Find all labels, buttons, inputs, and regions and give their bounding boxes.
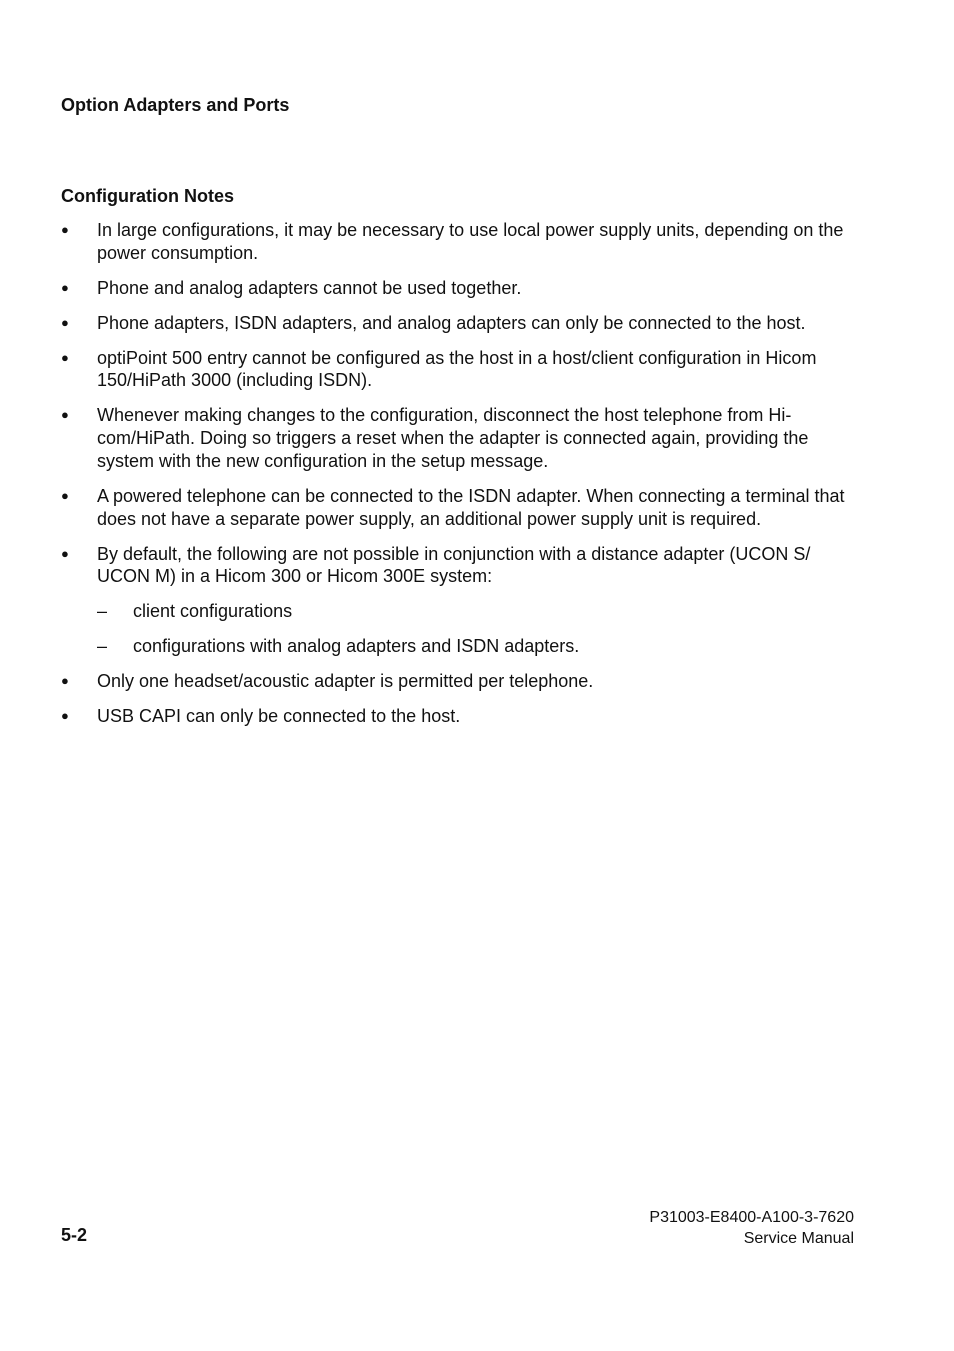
bullet-icon: ● (61, 314, 69, 330)
list-item (61, 404, 861, 472)
document-info (649, 1207, 854, 1249)
note-text: Whenever making changes to the configuration, disconnect the host telephone from Hi-com/HiPath. Doing so triggers a reset when the adapter is connected again, providing the system with the new configuration in the setup message. (97, 405, 809, 471)
sub-item-text: client configurations (133, 601, 293, 622)
bullet-icon: ● (61, 487, 69, 503)
note-text: Phone adapters, ISDN adapters, and analog adapters can only be connected to the host. (97, 312, 806, 333)
list-item (61, 277, 861, 300)
bullet-icon: ● (61, 673, 69, 689)
sub-list-item (97, 600, 861, 623)
bullet-icon: ● (61, 545, 69, 561)
document-number: P31003-E8400-A100-3-7620 (649, 1209, 854, 1226)
list-item (61, 347, 861, 392)
list-item (61, 705, 861, 728)
page-number: 5-2 (61, 1225, 88, 1245)
sub-list-item (97, 635, 861, 658)
sub-list (97, 600, 861, 658)
list-item (61, 219, 861, 264)
dash-icon: – (97, 636, 108, 657)
section-title: Configuration Notes (61, 186, 234, 206)
bullet-icon: ● (61, 407, 69, 423)
note-text: In large configurations, it may be necessary to use local power supply units, depending on the power consumption. (97, 220, 844, 263)
list-item (61, 485, 861, 530)
running-header-title: Option Adapters and Ports (61, 95, 290, 115)
note-text: USB CAPI can only be connected to the host. (97, 706, 461, 727)
dash-icon: – (97, 601, 108, 622)
note-text: optiPoint 500 entry cannot be configured as the host in a host/client configuration in Hicom 150/HiPath 3000 (including ISDN). (97, 347, 817, 391)
bullet-icon: ● (61, 349, 69, 365)
note-text: Phone and analog adapters cannot be used together. (97, 277, 522, 298)
bullet-icon: ● (61, 279, 69, 295)
list-item (61, 543, 861, 658)
note-text: A powered telephone can be connected to the ISDN adapter. When connecting a terminal that does not have a separate power supply, an additional power supply unit is required. (97, 485, 845, 529)
sub-item-text: configurations with analog adapters and ISDN adapters. (133, 636, 580, 657)
document-type: Service Manual (743, 1230, 854, 1247)
note-text: Only one headset/acoustic adapter is permitted per telephone. (97, 671, 594, 692)
list-item (61, 670, 861, 693)
configuration-notes-list (61, 219, 861, 740)
note-text: By default, the following are not possible in conjunction with a distance adapter (UCON S/ UCON M) in a Hicom 300 or Hicom 300E system: (97, 543, 811, 587)
list-item (61, 312, 861, 335)
bullet-icon: ● (61, 708, 69, 724)
bullet-icon: ● (61, 222, 69, 237)
